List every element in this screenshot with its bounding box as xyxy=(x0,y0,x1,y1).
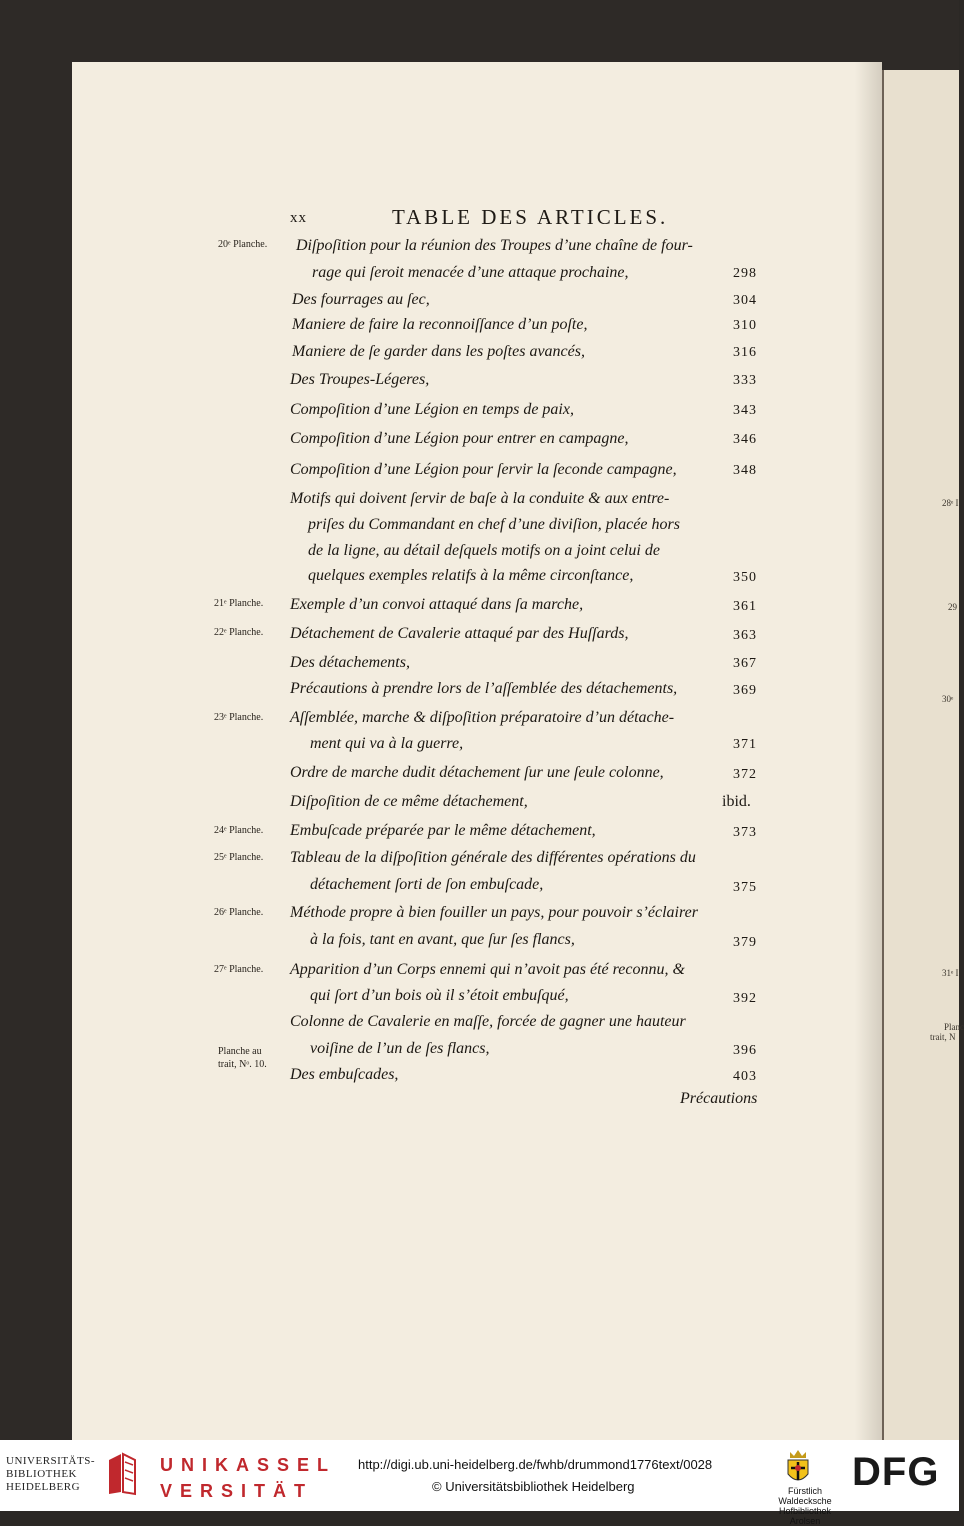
next-page-margin-note: trait, N xyxy=(930,1032,956,1042)
toc-entry-line: Embuſcade préparée par le même détachement, xyxy=(290,822,596,839)
toc-page-number: 343 xyxy=(733,403,757,418)
library-name-line: BIBLIOTHEK xyxy=(6,1468,77,1480)
toc-entry-line: ment qui va à la guerre, xyxy=(310,735,464,752)
toc-entry-line: Compoſition d’une Légion en temps de paix, xyxy=(290,401,574,418)
toc-page-number: 375 xyxy=(733,880,757,895)
toc-entry-line: Compoſition d’une Légion pour ſervir la ſeconde campagne, xyxy=(290,461,677,478)
toc-entry-line: qui ſort d’un bois où il s’étoit embuſqué, xyxy=(310,987,569,1004)
kassel-logo-line: UNIKASSEL xyxy=(160,1455,337,1475)
toc-page-number: 361 xyxy=(733,599,757,614)
toc-entry-line: Des détachements, xyxy=(290,654,410,671)
plate-margin-note: 25ᵉ Planche. xyxy=(214,852,264,863)
crest-icon xyxy=(785,1448,811,1486)
page-gutter-shadow xyxy=(855,62,882,1440)
page-title: TABLE DES ARTICLES. xyxy=(392,205,669,229)
toc-page-number: 346 xyxy=(733,432,757,447)
plate-margin-note: trait, Nᵒ. 10. xyxy=(218,1059,267,1070)
plate-margin-note: 22ᵉ Planche. xyxy=(214,627,264,638)
plate-margin-note: 23ᵉ Planche. xyxy=(214,712,264,723)
toc-entry-line: Diſpoſition de ce même détachement, xyxy=(290,793,528,810)
toc-entry-line: voiſine de l’un de ſes flancs, xyxy=(310,1040,490,1057)
next-page-margin-note: 28ᵉ I xyxy=(942,498,959,508)
toc-entry-line: Des embuſcades, xyxy=(290,1066,399,1083)
plate-margin-note: 27ᵉ Planche. xyxy=(214,964,264,975)
next-page-sliver xyxy=(884,70,964,1440)
toc-page-number: 396 xyxy=(733,1043,757,1058)
toc-page-number: 379 xyxy=(733,935,757,950)
toc-entry-line: Diſpoſition pour la réunion des Troupes d’une chaîne de four- xyxy=(296,237,693,254)
toc-entry-line: Des fourrages au ſec, xyxy=(292,291,430,308)
toc-entry-line: Des Troupes-Légeres, xyxy=(290,371,430,388)
library-name-line: UNIVERSITÄTS- xyxy=(6,1455,95,1467)
toc-entry-line: Motifs qui doivent ſervir de baſe à la conduite & aux entre- xyxy=(290,490,670,507)
next-page-margin-note: 29 xyxy=(948,602,957,612)
toc-entry-line: Méthode propre à bien fouiller un pays, pour pouvoir s’éclairer xyxy=(290,904,698,921)
toc-page-number: 371 xyxy=(733,737,757,752)
toc-entry-line: Maniere de ſe garder dans les poſtes avancés, xyxy=(292,343,585,360)
toc-entry-line: Exemple d’un convoi attaqué dans ſa marche, xyxy=(290,596,584,613)
toc-entry-line: Tableau de la diſpoſition générale des différentes opérations du xyxy=(290,849,696,866)
toc-page-number: 310 xyxy=(733,318,757,333)
toc-entry-line: Aſſemblée, marche & diſpoſition préparatoire d’un détache- xyxy=(290,709,675,726)
toc-entry-line: de la ligne, au détail deſquels motifs on a joint celui de xyxy=(308,542,660,559)
toc-page-number: 348 xyxy=(733,463,757,478)
toc-entry-line: Ordre de marche dudit détachement ſur une ſeule colonne, xyxy=(290,764,664,781)
toc-page-number: 403 xyxy=(733,1069,757,1084)
arolsen-name-line: Hofbibliothek Arolsen xyxy=(778,1506,832,1526)
heidelberg-library-logo[interactable] xyxy=(6,1455,95,1494)
toc-entry-line: priſes du Commandant en chef d’une diviſion, placée hors xyxy=(308,516,680,533)
toc-page-number: 367 xyxy=(733,656,757,671)
arolsen-name-line: Fürstlich Waldecksche xyxy=(778,1486,832,1506)
plate-margin-note: 21ᵉ Planche. xyxy=(214,598,264,609)
plate-margin-note: 20ᵉ Planche. xyxy=(218,239,268,250)
dfg-logo[interactable]: DFG xyxy=(852,1450,940,1494)
toc-entry-line: rage qui ſeroit menacée d’une attaque prochaine, xyxy=(312,264,629,281)
toc-page-number: 363 xyxy=(733,628,757,643)
book-logo-icon xyxy=(105,1452,137,1496)
library-name-line: HEIDELBERG xyxy=(6,1481,81,1493)
toc-page-number: 372 xyxy=(733,767,757,782)
toc-entry-line: Compoſition d’une Légion pour entrer en campagne, xyxy=(290,430,629,447)
copyright-text: © Universitätsbibliothek Heidelberg xyxy=(432,1479,635,1494)
uni-kassel-logo[interactable] xyxy=(160,1452,336,1504)
toc-page-number: ibid. xyxy=(722,793,751,810)
toc-page-number: 350 xyxy=(733,570,757,585)
plate-margin-note: 26ᵉ Planche. xyxy=(214,907,264,918)
toc-entry-line: Colonne de Cavalerie en maſſe, forcée de gagner une hauteur xyxy=(290,1013,686,1030)
toc-entry-line: à la fois, tant en avant, que ſur ſes flancs, xyxy=(310,931,575,948)
toc-page-number: 392 xyxy=(733,991,757,1006)
next-page-margin-note: 31ᵉ I xyxy=(942,968,959,978)
toc-entry-line: Précautions à prendre lors de l’aſſemblée des détachements, xyxy=(290,680,678,697)
catchword: Précautions xyxy=(680,1090,758,1107)
toc-page-number: 373 xyxy=(733,825,757,840)
source-url-link[interactable]: http://digi.ub.uni-heidelberg.de/fwhb/drummond1776text/0028 xyxy=(358,1457,713,1472)
kassel-logo-line: VERSITÄT xyxy=(160,1481,314,1501)
plate-margin-note: 24ᵉ Planche. xyxy=(214,825,264,836)
toc-entry-line: Détachement de Cavalerie attaqué par des Huſſards, xyxy=(290,625,629,642)
toc-page-number: 304 xyxy=(733,293,757,308)
toc-page-number: 369 xyxy=(733,683,757,698)
next-page-margin-note: 30ᵉ xyxy=(942,694,954,704)
page-number: xx xyxy=(290,210,307,226)
arolsen-library-logo[interactable] xyxy=(772,1486,838,1526)
toc-entry-line: Maniere de faire la reconnoiſſance d’un poſte, xyxy=(292,316,588,333)
toc-page-number: 333 xyxy=(733,373,757,388)
toc-page-number: 298 xyxy=(733,266,757,281)
plate-margin-note: Planche au xyxy=(218,1046,262,1057)
next-page-margin-note: Planc xyxy=(944,1022,964,1032)
toc-entry-line: quelques exemples relatifs à la même circonſtance, xyxy=(308,567,634,584)
toc-entry-line: Apparition d’un Corps ennemi qui n’avoit pas été reconnu, & xyxy=(290,961,685,978)
toc-entry-line: détachement ſorti de ſon embuſcade, xyxy=(310,876,544,893)
toc-page-number: 316 xyxy=(733,345,757,360)
